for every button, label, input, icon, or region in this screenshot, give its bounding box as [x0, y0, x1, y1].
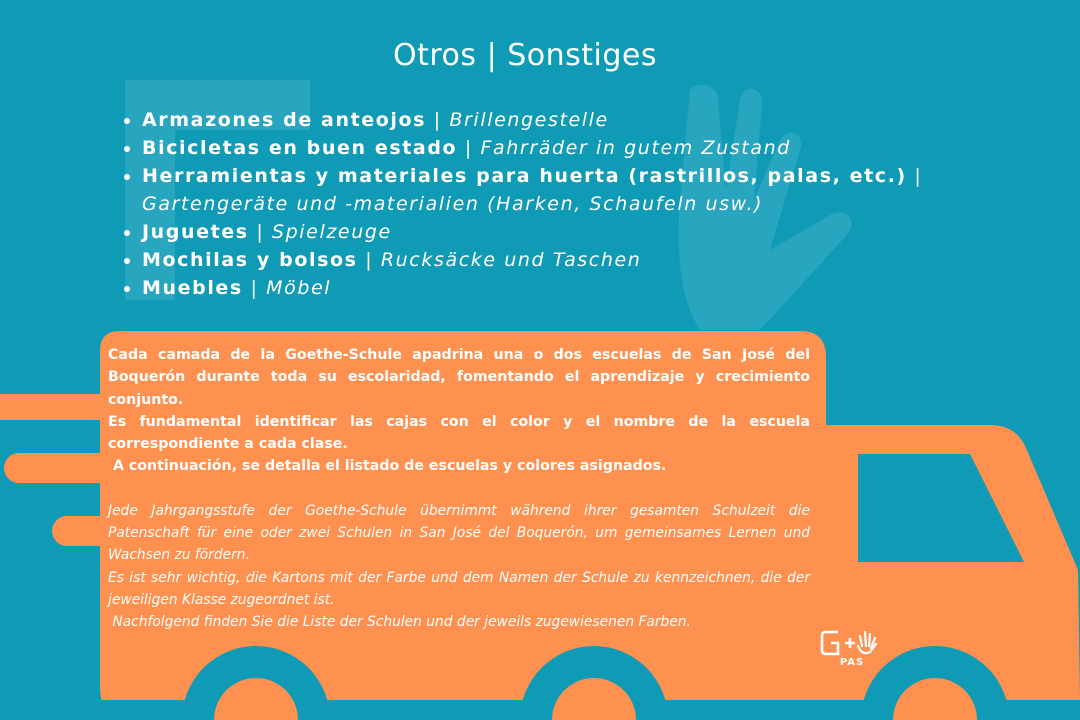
item-separator: |: [250, 277, 259, 299]
item-separator: |: [914, 165, 923, 187]
list-item: [142, 274, 952, 302]
item-label-de: Spielzeuge: [271, 221, 392, 243]
item-label-de: Gartengeräte und -materialien (Harken, Schaufeln usw.): [142, 193, 764, 215]
item-label-de: Möbel: [266, 277, 332, 299]
info-de-paragraph-3: Nachfolgend finden Sie die Liste der Schulen und der jeweils zugewiesenen Farben.: [108, 614, 691, 631]
item-label-de: Brillengestelle: [449, 109, 609, 131]
item-label-de: Rucksäcke und Taschen: [380, 249, 642, 271]
info-de-paragraph-1: Jede Jahrgangsstufe der Goethe-Schule übernimmt während ihrer gesamten Schulzeit die Patenschaft für eine oder zwei Schulen in San José del Boquerón, um gemeinsames Lernen und Wachsen zu fördern.: [108, 502, 810, 564]
item-label-es: Juguetes: [142, 221, 249, 243]
info-es-paragraph-3: A continuación, se detalla el listado de escuelas y colores asignados.: [108, 458, 667, 475]
logo-label: PAS: [839, 657, 865, 668]
item-label-es: Bicicletas en buen estado: [142, 137, 458, 159]
info-text-block: [108, 344, 810, 634]
donation-items-list: [120, 106, 952, 302]
list-item: [142, 218, 952, 246]
item-separator: |: [433, 109, 442, 131]
page-title: Otros | Sonstiges: [393, 38, 657, 73]
item-label-de: Fahrräder in gutem Zustand: [480, 137, 791, 159]
item-separator: |: [365, 249, 374, 271]
item-label-es: Herramientas y materiales para huerta (rastrillos, palas, etc.): [142, 165, 907, 187]
list-item: [142, 246, 952, 274]
item-label-es: Armazones de anteojos: [142, 109, 427, 131]
item-separator: |: [256, 221, 265, 243]
list-item: [142, 106, 952, 134]
item-label-es: Mochilas y bolsos: [142, 249, 358, 271]
info-es-paragraph-1: Cada camada de la Goethe-Schule apadrina una o dos escuelas de San José del Boquerón durante toda su escolaridad, fomentando el aprendizaje y crecimiento conjunto.: [108, 347, 810, 408]
info-es-paragraph-2: Es fundamental identificar las cajas con el color y el nombre de la escuela correspondiente a cada clase.: [108, 413, 810, 453]
info-de-paragraph-2: Es ist sehr wichtig, die Kartons mit der Farbe und dem Namen der Schule zu kennzeichnen, die der jeweiligen Klasse zugeordnet ist.: [108, 569, 810, 608]
paragraph-gap: [108, 478, 810, 500]
item-label-es: Muebles: [142, 277, 243, 299]
list-item: [142, 162, 952, 218]
item-separator: |: [464, 137, 473, 159]
list-item: [142, 134, 952, 162]
